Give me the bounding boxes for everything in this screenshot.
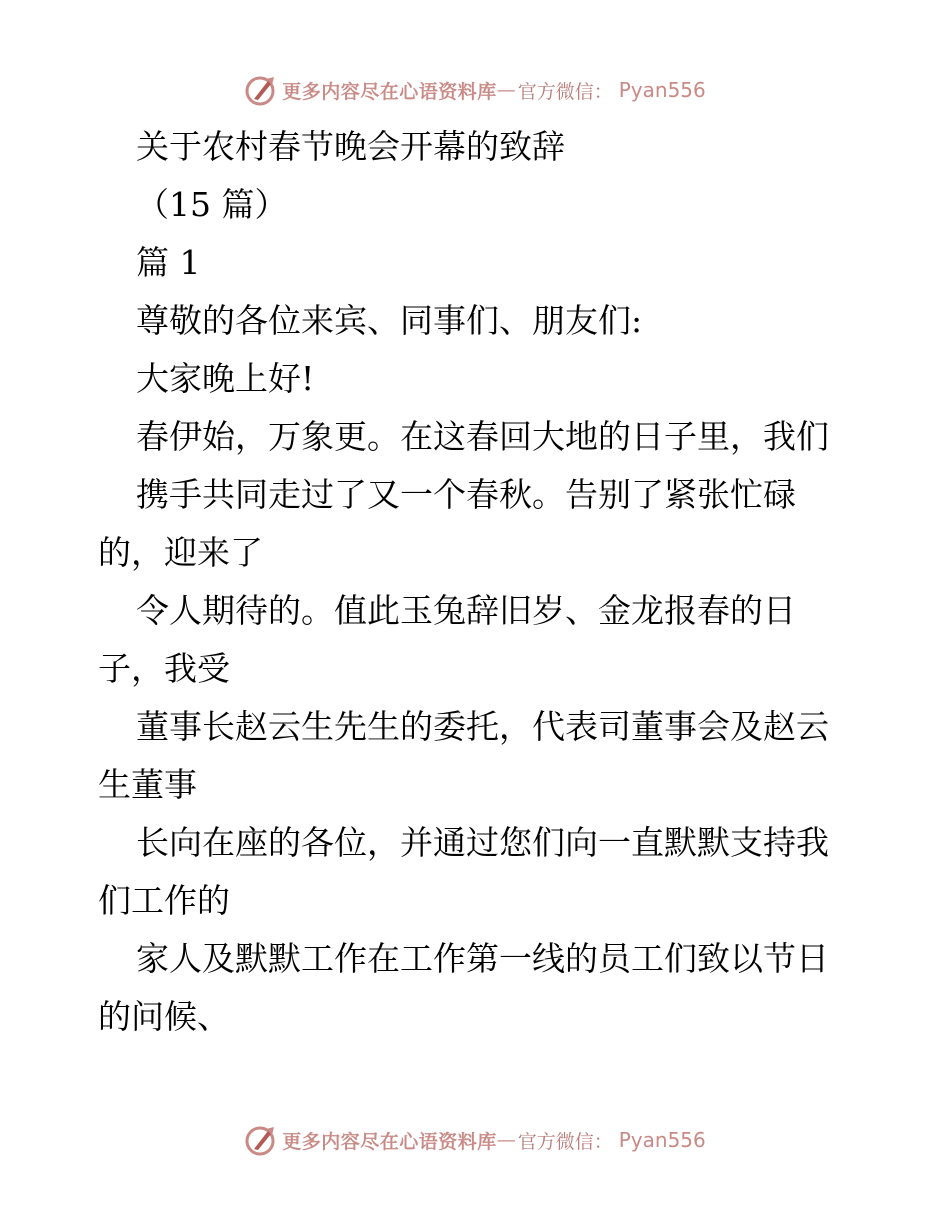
footer-watermark (0, 1120, 950, 1160)
watermark-text: 更多内容尽在心语资料库 (282, 80, 497, 103)
watermark-text: 更多内容尽在心语资料库 (282, 1130, 497, 1153)
watermark-dash: — (496, 79, 516, 101)
paragraph-line: 董事长赵云生先生的委托，代表司董事会及赵云 (136, 707, 829, 746)
salutation: 尊敬的各位来宾、同事们、朋友们: (136, 301, 643, 340)
watermark-dash: — (496, 1129, 516, 1151)
section-heading: 篇 1 (136, 243, 201, 282)
wechat-label: 官方微信： (517, 80, 613, 103)
document-body (98, 118, 858, 1046)
greeting: 大家晚上好! (136, 359, 315, 398)
doc-subtitle: （15 篇） (136, 185, 288, 224)
paragraph-line: 携手共同走过了又一个春秋。告别了紧张忙碌 (136, 475, 796, 514)
feather-pen-logo-icon (244, 73, 278, 107)
wechat-id: Pyan556 (618, 1128, 706, 1152)
paragraph-line: 家人及默默工作在工作第一线的员工们致以节日 (136, 939, 829, 978)
paragraph-line: 令人期待的。值此玉兔辞旧岁、金龙报春的日 (136, 591, 796, 630)
header-watermark (0, 70, 950, 110)
paragraph-line: 生董事 (98, 765, 197, 804)
doc-title: 关于农村春节晚会开幕的致辞 (136, 127, 565, 166)
paragraph-line: 春伊始，万象更。在这春回大地的日子里，我们 (136, 417, 829, 456)
feather-pen-logo-icon (244, 1123, 278, 1157)
paragraph-line: 们工作的 (98, 881, 230, 920)
wechat-id: Pyan556 (618, 78, 706, 102)
wechat-label: 官方微信： (517, 1130, 613, 1153)
paragraph-line: 的，迎来了 (98, 533, 263, 572)
paragraph-line: 子，我受 (98, 649, 230, 688)
paragraph-line: 的问候、 (98, 997, 230, 1036)
paragraph-line: 长向在座的各位，并通过您们向一直默默支持我 (136, 823, 829, 862)
